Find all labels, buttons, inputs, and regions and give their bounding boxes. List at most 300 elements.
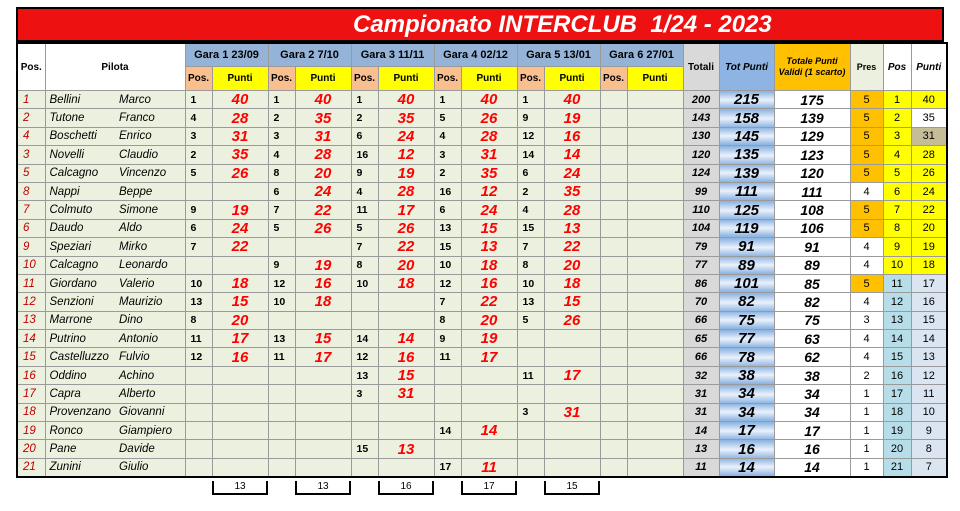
race-points-gara-5: 31: [544, 403, 600, 421]
race-position-gara-6: [600, 164, 627, 182]
race-position-gara-3: 1: [351, 91, 378, 109]
race-position-gara-4: [434, 385, 461, 403]
race-points-gara-1: 28: [212, 109, 268, 127]
class-pos-value: 12: [883, 293, 911, 311]
driver-name: Achino: [117, 366, 185, 384]
driver-surname: Zunini: [45, 458, 117, 477]
table-row: [17, 219, 947, 237]
driver-name: Franco: [117, 109, 185, 127]
race-points-gara-4: 40: [461, 91, 517, 109]
punti-validi-value: 91: [774, 238, 850, 256]
driver-surname: Boschetti: [45, 127, 117, 145]
race-points-gara-4: 19: [461, 330, 517, 348]
race-points-gara-6: [627, 127, 683, 145]
race-points-gara-6: [627, 366, 683, 384]
presenze-value: 5: [850, 91, 883, 109]
row-position: 3: [17, 146, 45, 164]
totali-value: 110: [683, 201, 719, 219]
totali-value: 99: [683, 182, 719, 200]
race-points-gara-1: 19: [212, 201, 268, 219]
driver-name: Davide: [117, 440, 185, 458]
driver-surname: Pane: [45, 440, 117, 458]
race-points-gara-3: 15: [378, 366, 434, 384]
race-position-gara-5: 1: [517, 91, 544, 109]
class-punti-value: 9: [911, 422, 947, 440]
race-position-gara-3: 10: [351, 274, 378, 292]
race-position-gara-6: [600, 146, 627, 164]
race-points-gara-2: 15: [295, 330, 351, 348]
race-position-gara-5: 10: [517, 274, 544, 292]
table-row: [17, 274, 947, 292]
presenze-value: 5: [850, 146, 883, 164]
class-punti-value: 28: [911, 146, 947, 164]
race-position-gara-2: 8: [268, 164, 295, 182]
punti-validi-value: 75: [774, 311, 850, 329]
race-points-gara-3: 20: [378, 256, 434, 274]
punti-validi-value: 16: [774, 440, 850, 458]
class-punti-value: 14: [911, 330, 947, 348]
race-points-gara-2: 35: [295, 109, 351, 127]
presenze-value: 5: [850, 127, 883, 145]
race-points-gara-5: 35: [544, 182, 600, 200]
table-row: [17, 403, 947, 421]
header-pos: Pos.: [17, 43, 45, 91]
header-totali: Totali: [683, 43, 719, 91]
class-punti-value: 26: [911, 164, 947, 182]
table-row: [17, 164, 947, 182]
punti-validi-value: 85: [774, 274, 850, 292]
race-position-gara-6: [600, 403, 627, 421]
race-position-gara-4: [434, 366, 461, 384]
presenze-value: 5: [850, 109, 883, 127]
subheader-pos-gara-6: Pos.: [600, 67, 627, 91]
race-position-gara-3: 11: [351, 201, 378, 219]
race-points-gara-1: 31: [212, 127, 268, 145]
totali-value: 124: [683, 164, 719, 182]
race-points-gara-6: [627, 293, 683, 311]
race-points-gara-2: 24: [295, 182, 351, 200]
race-position-gara-6: [600, 293, 627, 311]
punti-validi-value: 62: [774, 348, 850, 366]
table-row: [17, 311, 947, 329]
class-pos-value: 19: [883, 422, 911, 440]
table-row: [17, 127, 947, 145]
table-row: [17, 201, 947, 219]
race-position-gara-2: 13: [268, 330, 295, 348]
race-points-gara-4: 35: [461, 164, 517, 182]
race-position-gara-3: [351, 458, 378, 477]
race-points-gara-6: [627, 256, 683, 274]
row-position: 11: [17, 274, 45, 292]
race-points-gara-2: [295, 238, 351, 256]
totali-value: 31: [683, 403, 719, 421]
class-pos-value: 9: [883, 238, 911, 256]
race-position-gara-1: [185, 422, 212, 440]
race-points-gara-2: 28: [295, 146, 351, 164]
race-position-gara-3: 3: [351, 385, 378, 403]
row-position: 16: [17, 366, 45, 384]
race-position-gara-2: [268, 385, 295, 403]
race-points-gara-6: [627, 403, 683, 421]
presenze-value: 1: [850, 422, 883, 440]
table-row: [17, 91, 947, 109]
punti-validi-value: 139: [774, 109, 850, 127]
race-position-gara-1: 13: [185, 293, 212, 311]
race-position-gara-2: [268, 403, 295, 421]
tot-punti-value: 82: [719, 293, 774, 311]
race-points-gara-6: [627, 164, 683, 182]
race-position-gara-1: 11: [185, 330, 212, 348]
row-position: 20: [17, 440, 45, 458]
race-points-gara-2: 18: [295, 293, 351, 311]
race-position-gara-4: 16: [434, 182, 461, 200]
race-position-gara-5: [517, 422, 544, 440]
class-punti-value: 17: [911, 274, 947, 292]
race-points-gara-3: 18: [378, 274, 434, 292]
presenze-value: 3: [850, 311, 883, 329]
race-position-gara-5: 8: [517, 256, 544, 274]
class-punti-value: 24: [911, 182, 947, 200]
driver-surname: Oddino: [45, 366, 117, 384]
punti-validi-value: 14: [774, 458, 850, 477]
race-points-gara-4: 24: [461, 201, 517, 219]
driver-name: Marco: [117, 91, 185, 109]
participants-count-gara-4: 17: [461, 481, 517, 495]
race-points-gara-5: [544, 348, 600, 366]
row-position: 18: [17, 403, 45, 421]
header-class-pos: Pos: [883, 43, 911, 91]
race-position-gara-3: 2: [351, 109, 378, 127]
race-points-gara-6: [627, 274, 683, 292]
tot-punti-value: 135: [719, 146, 774, 164]
punti-validi-value: 175: [774, 91, 850, 109]
race-points-gara-3: 22: [378, 238, 434, 256]
race-points-gara-2: 20: [295, 164, 351, 182]
race-points-gara-1: [212, 440, 268, 458]
presenze-value: 1: [850, 385, 883, 403]
race-position-gara-4: 5: [434, 109, 461, 127]
race-position-gara-4: 1: [434, 91, 461, 109]
race-points-gara-2: [295, 311, 351, 329]
race-points-gara-5: 19: [544, 109, 600, 127]
race-points-gara-4: 11: [461, 458, 517, 477]
class-punti-value: 31: [911, 127, 947, 145]
race-points-gara-1: 16: [212, 348, 268, 366]
totali-value: 86: [683, 274, 719, 292]
driver-name: Fulvio: [117, 348, 185, 366]
table-row: [17, 385, 947, 403]
class-pos-value: 14: [883, 330, 911, 348]
race-position-gara-1: 2: [185, 146, 212, 164]
race-position-gara-1: [185, 256, 212, 274]
driver-surname: Ronco: [45, 422, 117, 440]
driver-name: Antonio: [117, 330, 185, 348]
race-points-gara-1: 26: [212, 164, 268, 182]
row-position: 19: [17, 422, 45, 440]
subheader-punti-gara-6: Punti: [627, 67, 683, 91]
row-position: 15: [17, 348, 45, 366]
table-row: [17, 422, 947, 440]
totali-value: 14: [683, 422, 719, 440]
race-points-gara-1: [212, 182, 268, 200]
race-points-gara-1: [212, 256, 268, 274]
tot-punti-value: 34: [719, 403, 774, 421]
header-gara-3: Gara 3 11/11: [351, 43, 434, 67]
class-punti-value: 16: [911, 293, 947, 311]
standings-table: [16, 42, 948, 478]
race-points-gara-4: 15: [461, 219, 517, 237]
race-position-gara-1: 10: [185, 274, 212, 292]
class-punti-value: 20: [911, 219, 947, 237]
race-position-gara-5: 12: [517, 127, 544, 145]
class-punti-value: 35: [911, 109, 947, 127]
class-pos-value: 1: [883, 91, 911, 109]
driver-name: Alberto: [117, 385, 185, 403]
totali-value: 32: [683, 366, 719, 384]
race-position-gara-3: 5: [351, 219, 378, 237]
header-punti-validi: Totale Punti Validi (1 scarto): [774, 43, 850, 91]
class-pos-value: 8: [883, 219, 911, 237]
race-points-gara-3: [378, 403, 434, 421]
tot-punti-value: 111: [719, 182, 774, 200]
tot-punti-value: 158: [719, 109, 774, 127]
race-position-gara-2: 2: [268, 109, 295, 127]
subheader-pos-gara-4: Pos.: [434, 67, 461, 91]
row-position: 7: [17, 201, 45, 219]
tot-punti-value: 91: [719, 238, 774, 256]
race-points-gara-5: 18: [544, 274, 600, 292]
race-position-gara-5: 11: [517, 366, 544, 384]
participants-count-gara-3: 16: [378, 481, 434, 495]
driver-surname: Colmuto: [45, 201, 117, 219]
race-position-gara-5: 14: [517, 146, 544, 164]
championship-title: Campionato INTERCLUB 1/24 - 2023: [16, 7, 944, 42]
race-points-gara-4: 22: [461, 293, 517, 311]
race-position-gara-6: [600, 91, 627, 109]
race-points-gara-3: 35: [378, 109, 434, 127]
class-pos-value: 11: [883, 274, 911, 292]
header-pilota: Pilota: [45, 43, 185, 91]
header-gara-4: Gara 4 02/12: [434, 43, 517, 67]
driver-surname: Provenzano: [45, 403, 117, 421]
header-gara-2: Gara 2 7/10: [268, 43, 351, 67]
class-pos-value: 3: [883, 127, 911, 145]
race-position-gara-4: 4: [434, 127, 461, 145]
race-position-gara-5: [517, 348, 544, 366]
tot-punti-value: 125: [719, 201, 774, 219]
race-position-gara-2: 3: [268, 127, 295, 145]
race-position-gara-1: [185, 440, 212, 458]
race-position-gara-6: [600, 366, 627, 384]
race-position-gara-2: [268, 366, 295, 384]
class-pos-value: 17: [883, 385, 911, 403]
race-points-gara-4: 16: [461, 274, 517, 292]
tot-punti-value: 77: [719, 330, 774, 348]
race-points-gara-1: [212, 458, 268, 477]
totali-value: 11: [683, 458, 719, 477]
row-position: 1: [17, 91, 45, 109]
row-position: 13: [17, 311, 45, 329]
tot-punti-value: 75: [719, 311, 774, 329]
race-position-gara-6: [600, 348, 627, 366]
race-points-gara-2: [295, 440, 351, 458]
race-points-gara-6: [627, 146, 683, 164]
race-position-gara-3: 16: [351, 146, 378, 164]
race-points-gara-4: 26: [461, 109, 517, 127]
race-points-gara-5: 15: [544, 293, 600, 311]
driver-surname: Castelluzzo: [45, 348, 117, 366]
driver-surname: Putrino: [45, 330, 117, 348]
presenze-value: 1: [850, 403, 883, 421]
punti-validi-value: 17: [774, 422, 850, 440]
driver-name: Dino: [117, 311, 185, 329]
class-punti-value: 15: [911, 311, 947, 329]
race-position-gara-3: [351, 311, 378, 329]
race-position-gara-5: 4: [517, 201, 544, 219]
race-position-gara-3: [351, 403, 378, 421]
race-position-gara-3: 13: [351, 366, 378, 384]
race-points-gara-6: [627, 458, 683, 477]
race-position-gara-6: [600, 238, 627, 256]
driver-name: Enrico: [117, 127, 185, 145]
driver-surname: Tutone: [45, 109, 117, 127]
race-position-gara-4: [434, 440, 461, 458]
race-points-gara-2: 26: [295, 219, 351, 237]
race-points-gara-5: [544, 440, 600, 458]
race-points-gara-3: 31: [378, 385, 434, 403]
race-points-gara-6: [627, 238, 683, 256]
punti-validi-value: 108: [774, 201, 850, 219]
header-gara-6: Gara 6 27/01: [600, 43, 683, 67]
race-points-gara-5: 28: [544, 201, 600, 219]
subheader-punti-gara-2: Punti: [295, 67, 351, 91]
totali-value: 143: [683, 109, 719, 127]
table-row: [17, 256, 947, 274]
class-punti-value: 22: [911, 201, 947, 219]
presenze-value: 2: [850, 366, 883, 384]
race-position-gara-5: 13: [517, 293, 544, 311]
presenze-value: 1: [850, 440, 883, 458]
class-pos-value: 6: [883, 182, 911, 200]
race-position-gara-6: [600, 330, 627, 348]
tot-punti-value: 101: [719, 274, 774, 292]
race-position-gara-1: 8: [185, 311, 212, 329]
race-position-gara-1: [185, 366, 212, 384]
race-position-gara-4: 15: [434, 238, 461, 256]
race-points-gara-4: 12: [461, 182, 517, 200]
race-position-gara-2: [268, 458, 295, 477]
race-points-gara-4: 14: [461, 422, 517, 440]
race-points-gara-4: 17: [461, 348, 517, 366]
race-points-gara-5: [544, 422, 600, 440]
presenze-value: 4: [850, 256, 883, 274]
subheader-pos-gara-2: Pos.: [268, 67, 295, 91]
presenze-value: 4: [850, 330, 883, 348]
totali-value: 120: [683, 146, 719, 164]
tot-punti-value: 89: [719, 256, 774, 274]
tot-punti-value: 145: [719, 127, 774, 145]
table-row: [17, 146, 947, 164]
race-position-gara-1: [185, 182, 212, 200]
race-points-gara-4: 20: [461, 311, 517, 329]
race-position-gara-3: 9: [351, 164, 378, 182]
race-position-gara-6: [600, 440, 627, 458]
race-points-gara-1: 40: [212, 91, 268, 109]
race-position-gara-1: 3: [185, 127, 212, 145]
race-position-gara-2: 7: [268, 201, 295, 219]
race-points-gara-5: [544, 385, 600, 403]
driver-name: Giampiero: [117, 422, 185, 440]
race-points-gara-2: 22: [295, 201, 351, 219]
race-position-gara-5: 2: [517, 182, 544, 200]
punti-validi-value: 34: [774, 385, 850, 403]
race-points-gara-4: [461, 403, 517, 421]
driver-surname: Speziari: [45, 238, 117, 256]
race-points-gara-5: 22: [544, 238, 600, 256]
race-position-gara-1: [185, 403, 212, 421]
class-punti-value: 11: [911, 385, 947, 403]
driver-surname: Senzioni: [45, 293, 117, 311]
subheader-punti-gara-3: Punti: [378, 67, 434, 91]
totali-value: 104: [683, 219, 719, 237]
race-points-gara-3: 13: [378, 440, 434, 458]
race-points-gara-3: [378, 311, 434, 329]
race-points-gara-3: 12: [378, 146, 434, 164]
race-position-gara-1: 1: [185, 91, 212, 109]
race-points-gara-4: 28: [461, 127, 517, 145]
race-position-gara-4: 11: [434, 348, 461, 366]
table-row: [17, 293, 947, 311]
race-points-gara-3: 26: [378, 219, 434, 237]
class-punti-value: 8: [911, 440, 947, 458]
race-points-gara-1: [212, 422, 268, 440]
race-position-gara-3: 8: [351, 256, 378, 274]
race-position-gara-4: [434, 403, 461, 421]
race-points-gara-3: 14: [378, 330, 434, 348]
class-punti-value: 19: [911, 238, 947, 256]
table-row: [17, 182, 947, 200]
driver-surname: Giordano: [45, 274, 117, 292]
class-pos-value: 13: [883, 311, 911, 329]
race-position-gara-6: [600, 311, 627, 329]
class-punti-value: 10: [911, 403, 947, 421]
race-points-gara-5: 17: [544, 366, 600, 384]
totali-value: 79: [683, 238, 719, 256]
punti-validi-value: 129: [774, 127, 850, 145]
race-points-gara-2: [295, 403, 351, 421]
race-position-gara-4: 10: [434, 256, 461, 274]
race-position-gara-4: 2: [434, 164, 461, 182]
class-pos-value: 15: [883, 348, 911, 366]
race-position-gara-2: [268, 422, 295, 440]
race-points-gara-1: 24: [212, 219, 268, 237]
subheader-punti-gara-4: Punti: [461, 67, 517, 91]
subheader-punti-gara-1: Punti: [212, 67, 268, 91]
race-points-gara-5: 20: [544, 256, 600, 274]
race-points-gara-4: 31: [461, 146, 517, 164]
row-position: 9: [17, 238, 45, 256]
row-position: 6: [17, 219, 45, 237]
class-pos-value: 4: [883, 146, 911, 164]
tot-punti-value: 139: [719, 164, 774, 182]
race-position-gara-4: 14: [434, 422, 461, 440]
race-points-gara-2: [295, 422, 351, 440]
race-position-gara-5: 15: [517, 219, 544, 237]
race-points-gara-3: [378, 293, 434, 311]
race-position-gara-1: 5: [185, 164, 212, 182]
race-points-gara-3: [378, 422, 434, 440]
punti-validi-value: 123: [774, 146, 850, 164]
